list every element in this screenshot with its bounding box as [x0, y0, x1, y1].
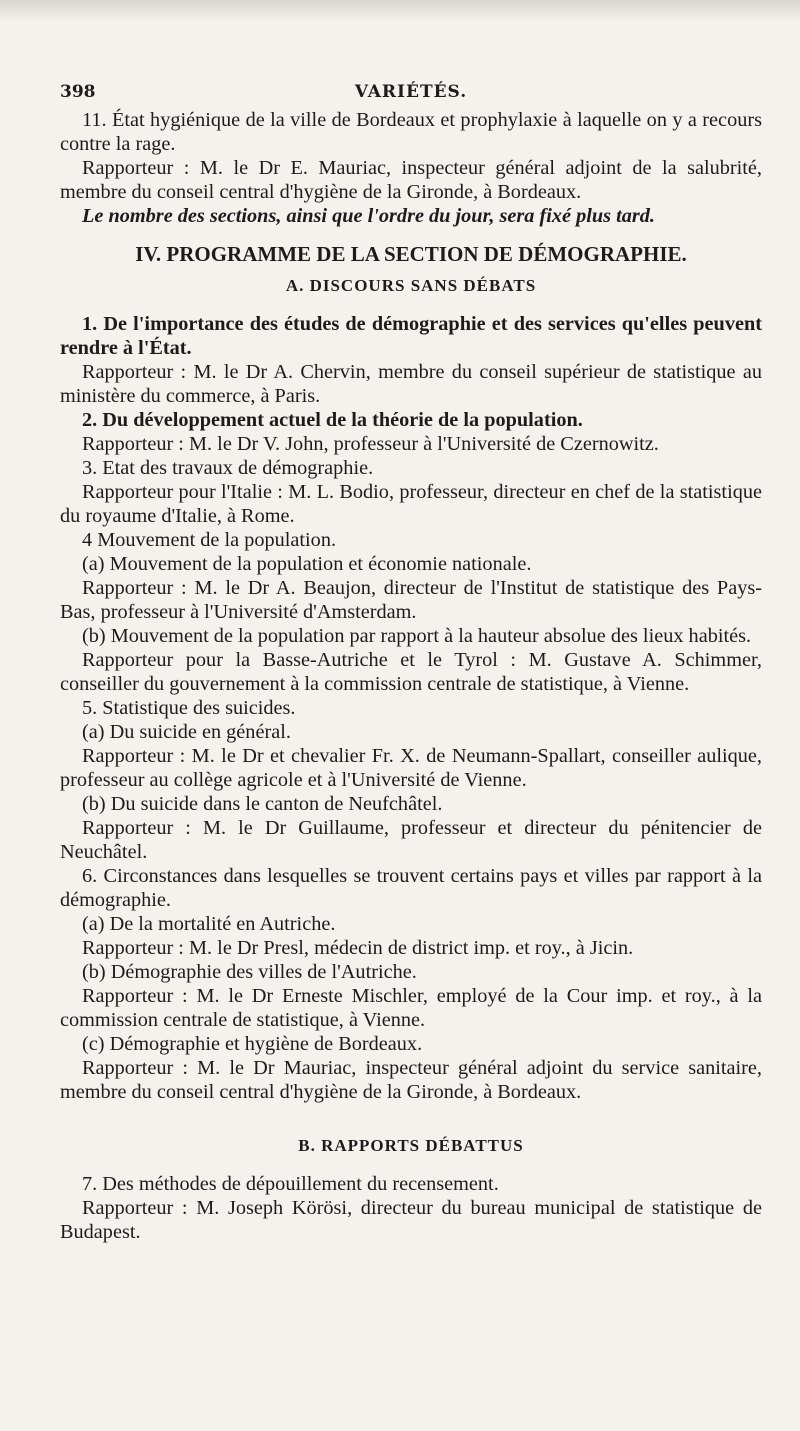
- section-b-paragraph: 7. Des méthodes de dépouillement du recensement.: [82, 1173, 499, 1195]
- page-number: 398: [60, 82, 96, 102]
- section-a-paragraph: Rapporteur : M. le Dr A. Beaujon, directeur de l'Institut de statistique des Pays-Bas, professeur à l'Université d'Amsterdam.: [60, 577, 762, 623]
- section-a-paragraph: (b) Démographie des villes de l'Autriche.: [82, 961, 417, 983]
- section-a-paragraph: (c) Démographie et hygiène de Bordeaux.: [82, 1033, 423, 1055]
- section-a-paragraph: 5. Statistique des suicides.: [82, 697, 296, 719]
- body-text: [60, 108, 762, 1244]
- section-a-paragraph: (a) De la mortalité en Autriche.: [82, 913, 336, 935]
- section-a-paragraph: Rapporteur pour l'Italie : M. L. Bodio, professeur, directeur en chef de la statistique du royaume d'Italie, à Rome.: [60, 481, 762, 527]
- section-a-paragraph: Rapporteur : M. le Dr Presl, médecin de district imp. et roy., à Jicin.: [82, 937, 634, 959]
- section-a-paragraph: 4 Mouvement de la population.: [82, 529, 337, 551]
- section-a-list: [60, 312, 762, 1104]
- running-header: [60, 78, 762, 108]
- section-title: IV. PROGRAMME DE LA SECTION DE DÉMOGRAPHIE.: [135, 242, 687, 266]
- section-a-paragraph: 3. Etat des travaux de démographie.: [82, 457, 374, 479]
- section-a-paragraph: 1. De l'importance des études de démographie et des services qu'elles peuvent rendre à l'État.: [60, 313, 762, 359]
- scan-edge-shadow: [0, 0, 800, 22]
- section-a-paragraph: Rapporteur : M. le Dr Mauriac, inspecteur général adjoint du service sanitaire, membre du conseil central d'hygiène de la Gironde, à Bordeaux.: [60, 1057, 762, 1103]
- rapporteur-11: Rapporteur : M. le Dr E. Mauriac, inspecteur général adjoint de la salubrité, membre du conseil central d'hygiène de la Gironde, à Bordeaux.: [60, 157, 762, 203]
- section-a-paragraph: 6. Circonstances dans lesquelles se trouvent certains pays et villes par rapport à la démographie.: [60, 865, 762, 911]
- sections-note: Le nombre des sections, ainsi que l'ordre du jour, sera fixé plus tard.: [82, 205, 655, 227]
- subheading-a: A. DISCOURS SANS DÉBATS: [285, 276, 537, 295]
- section-a-paragraph: 2. Du développement actuel de la théorie de la population.: [82, 409, 583, 431]
- subheading-b: B. RAPPORTS DÉBATTUS: [298, 1136, 524, 1155]
- section-a-paragraph: Rapporteur pour la Basse-Autriche et le Tyrol : M. Gustave A. Schimmer, conseiller du gouvernement à la commission centrale de statistique, à Vienne.: [60, 649, 762, 695]
- section-a-paragraph: Rapporteur : M. le Dr et chevalier Fr. X. de Neumann-Spallart, conseiller aulique, professeur au collège agricole et à l'Université de Vienne.: [60, 745, 762, 791]
- section-a-paragraph: Rapporteur : M. le Dr A. Chervin, membre du conseil supérieur de statistique au ministère du commerce, à Paris.: [60, 361, 762, 407]
- section-a-paragraph: Rapporteur : M. le Dr Erneste Mischler, employé de la Cour imp. et roy., à la commission centrale de statistique, à Vienne.: [60, 985, 762, 1031]
- section-a-paragraph: Rapporteur : M. le Dr Guillaume, professeur et directeur du pénitencier de Neuchâtel.: [60, 817, 762, 863]
- section-b-list: [60, 1172, 762, 1244]
- section-a-paragraph: Rapporteur : M. le Dr V. John, professeur à l'Université de Czernowitz.: [82, 433, 659, 455]
- section-a-paragraph: (a) Mouvement de la population et économie nationale.: [82, 553, 532, 575]
- section-a-paragraph: (b) Du suicide dans le canton de Neufchâtel.: [82, 793, 443, 815]
- section-a-paragraph: (b) Mouvement de la population par rapport à la hauteur absolue des lieux habités.: [82, 625, 752, 647]
- section-b-paragraph: Rapporteur : M. Joseph Körösi, directeur du bureau municipal de statistique de Budapest.: [60, 1197, 762, 1243]
- section-a-paragraph: (a) Du suicide en général.: [82, 721, 291, 743]
- item-11: 11. État hygiénique de la ville de Bordeaux et prophylaxie à laquelle on y a recours contre la rage.: [60, 109, 762, 155]
- running-title: VARIÉTÉS.: [354, 82, 468, 102]
